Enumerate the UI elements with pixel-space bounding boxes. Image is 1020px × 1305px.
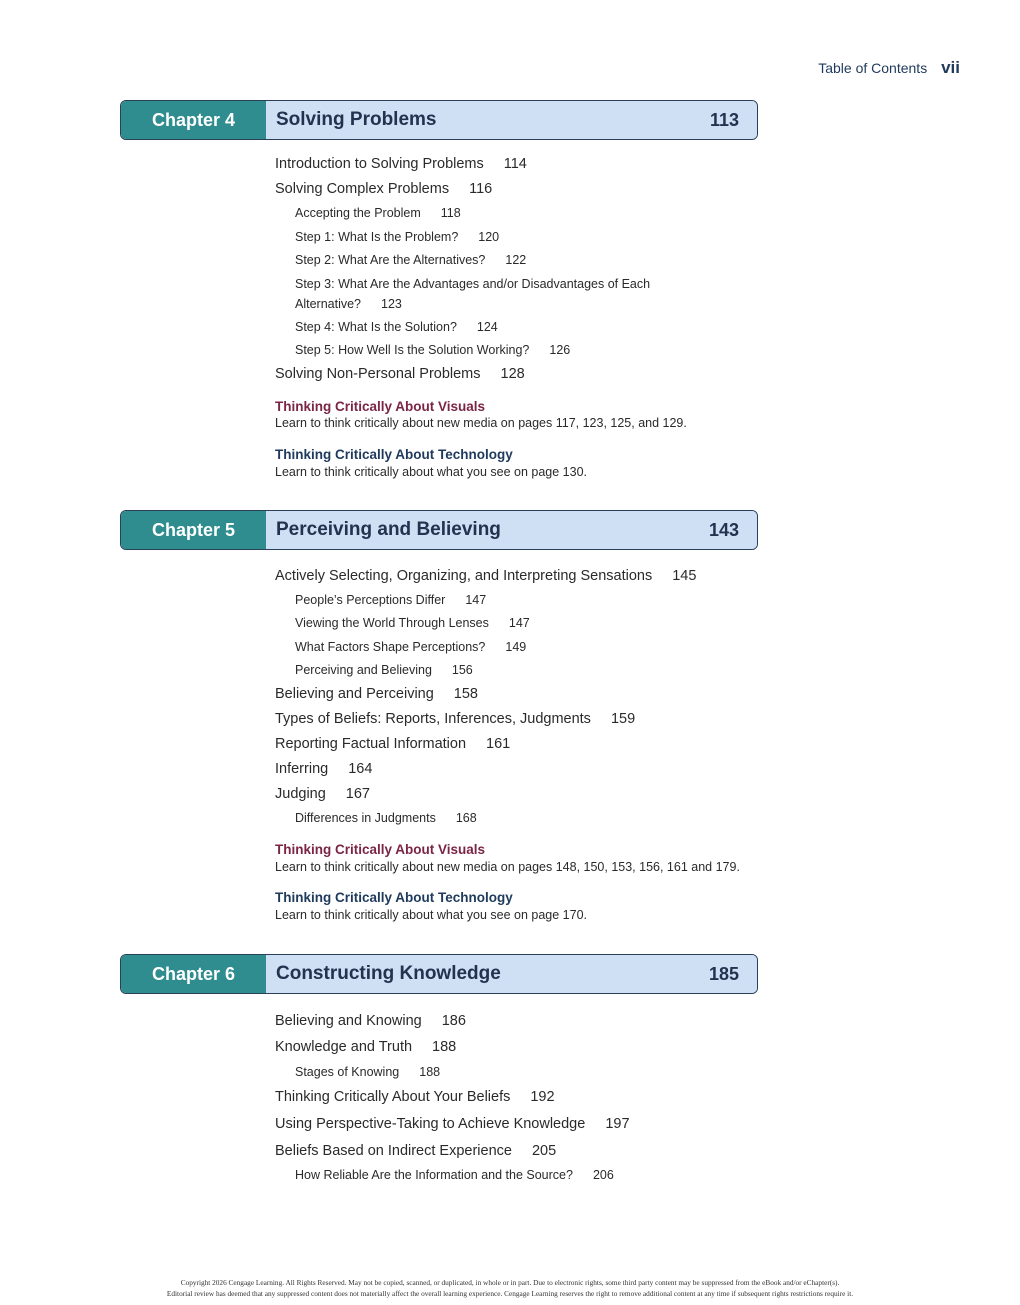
feature-technology-desc: Learn to think critically about what you see on page 130.: [275, 465, 588, 479]
copyright-footer: [0, 1277, 1020, 1299]
feature-technology-title: Thinking Critically About Technology: [275, 447, 513, 462]
feature-visuals-title: Thinking Critically About Visuals: [275, 399, 486, 414]
chapter-page: 143: [708, 519, 739, 540]
chapter-page: 113: [709, 109, 739, 130]
toc-subentry[interactable]: Step 2: What Are the Alternatives? 122: [295, 253, 527, 267]
chapter-title: Constructing Knowledge: [276, 963, 501, 984]
toc-subentry[interactable]: What Factors Shape Perceptions? 149: [295, 640, 527, 654]
toc-entry[interactable]: Judging 167: [275, 786, 370, 802]
toc-subentry[interactable]: Step 1: What Is the Problem? 120: [295, 230, 500, 244]
chapter-label: Chapter 4: [121, 101, 266, 139]
toc-subentry[interactable]: Step 4: What Is the Solution? 124: [295, 320, 498, 334]
toc-entry[interactable]: Types of Beliefs: Reports, Inferences, Judgments 159: [275, 711, 636, 727]
toc-subentry[interactable]: Stages of Knowing 188: [295, 1065, 441, 1079]
toc-subentry[interactable]: Step 3: What Are the Advantages and/or Disadvantages of Each Alternative? 123: [295, 277, 651, 311]
toc-entry[interactable]: Solving Non-Personal Problems 128: [275, 366, 525, 382]
toc-subentry[interactable]: Viewing the World Through Lenses 147: [295, 616, 530, 630]
toc-subentry[interactable]: People’s Perceptions Differ 147: [295, 593, 487, 607]
toc-entry[interactable]: Inferring 164: [275, 761, 373, 777]
toc-entry[interactable]: Actively Selecting, Organizing, and Interpreting Sensations 145: [275, 568, 697, 584]
toc-subentry[interactable]: Perceiving and Believing 156: [295, 663, 473, 677]
copyright-line-2: Editorial review has deemed that any suppressed content does not materially affect the overall learning experience. Cengage Learning reserves the right to remove additional content at any time if subsequent rights restrictions require it.: [166, 1289, 854, 1298]
chapter-4-banner[interactable]: [120, 100, 758, 140]
toc-entry[interactable]: Believing and Perceiving 158: [275, 686, 478, 702]
chapter-6-banner[interactable]: [120, 954, 758, 994]
chapter-label: Chapter 6: [121, 955, 266, 993]
feature-visuals-desc: Learn to think critically about new media on pages 148, 150, 153, 156, 161 and 179.: [275, 860, 740, 874]
toc-entry[interactable]: Solving Complex Problems 116: [275, 181, 493, 197]
toc-entry[interactable]: Using Perspective-Taking to Achieve Knowledge 197: [275, 1116, 630, 1132]
toc-subentry[interactable]: Step 5: How Well Is the Solution Working? 126: [295, 343, 571, 357]
running-head: [818, 58, 960, 78]
toc-entry[interactable]: Thinking Critically About Your Beliefs 192: [275, 1089, 555, 1105]
toc-entry[interactable]: Knowledge and Truth 188: [275, 1039, 457, 1055]
running-title: Table of Contents: [818, 60, 928, 76]
chapter-label: Chapter 5: [121, 511, 266, 549]
toc-subentry[interactable]: Accepting the Problem 118: [295, 206, 461, 220]
feature-visuals-title: Thinking Critically About Visuals: [275, 842, 486, 857]
toc-subentry[interactable]: How Reliable Are the Information and the Source? 206: [295, 1168, 614, 1182]
toc-subentry[interactable]: Differences in Judgments 168: [295, 811, 477, 825]
toc-entry[interactable]: Beliefs Based on Indirect Experience 205: [275, 1143, 557, 1159]
feature-technology-desc: Learn to think critically about what you see on page 170.: [275, 908, 588, 922]
chapter-5-banner[interactable]: [120, 510, 758, 550]
toc-entry[interactable]: Reporting Factual Information 161: [275, 736, 511, 752]
page-number: vii: [941, 58, 960, 77]
chapter-page: 185: [708, 963, 739, 984]
chapter-title: Perceiving and Believing: [276, 519, 501, 540]
copyright-line-1: Copyright 2026 Cengage Learning. All Rights Reserved. May not be copied, scanned, or duplicated, in whole or in part. Due to electronic rights, some third party content may be suppressed from the eBook and/or eChapter(s).: [180, 1278, 840, 1287]
feature-technology-title: Thinking Critically About Technology: [275, 890, 513, 905]
feature-visuals-desc: Learn to think critically about new media on pages 117, 123, 125, and 129.: [275, 416, 687, 430]
toc-entry[interactable]: Introduction to Solving Problems 114: [275, 156, 527, 172]
chapter-title: Solving Problems: [276, 109, 437, 130]
toc-entry[interactable]: Believing and Knowing 186: [275, 1013, 466, 1029]
